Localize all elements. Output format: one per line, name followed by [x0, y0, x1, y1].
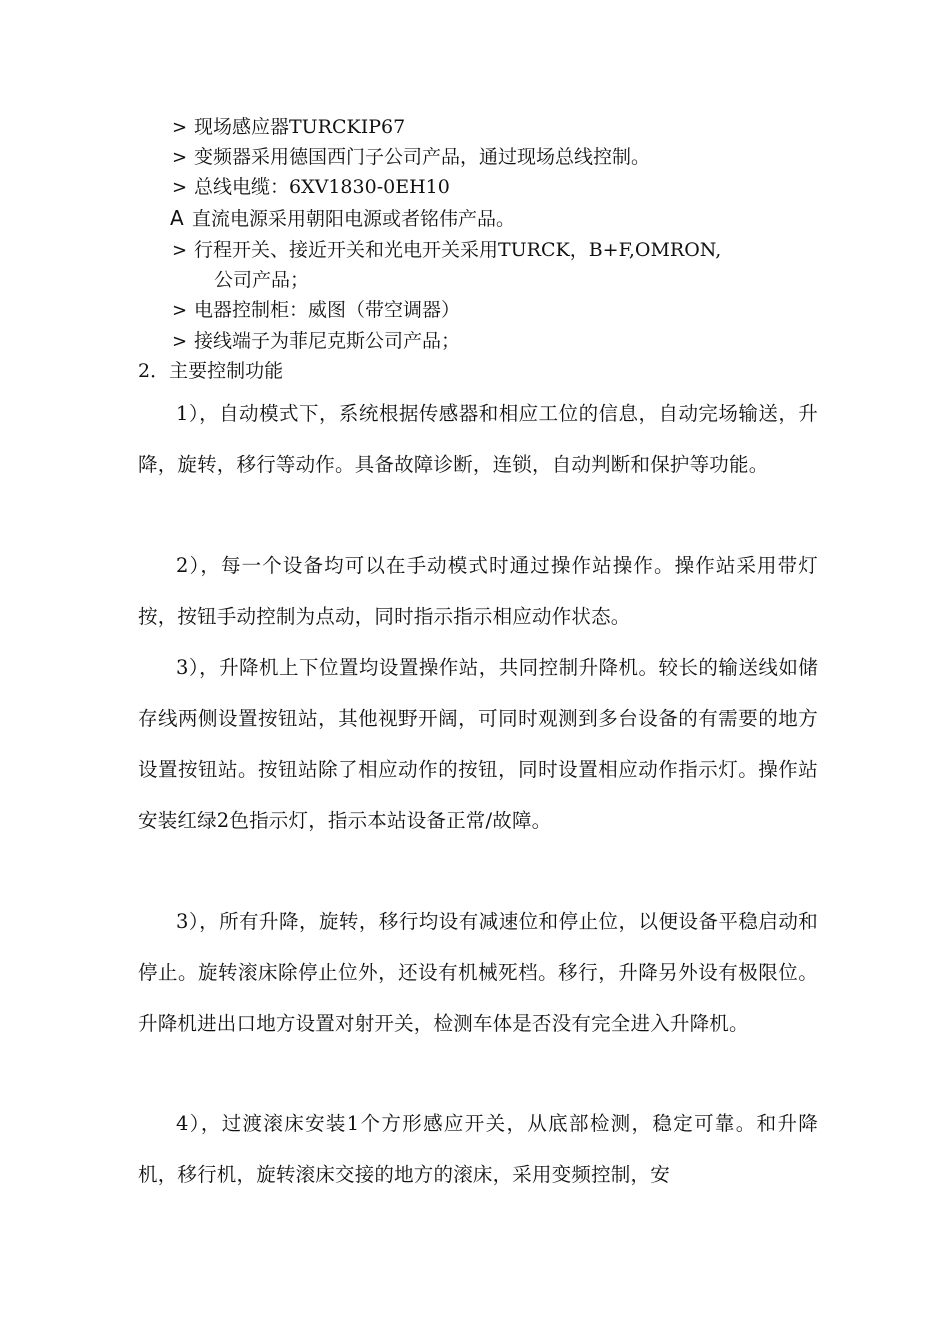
paragraph: 4），过渡滚床安装1个方形感应开关，从底部检测，稳定可靠。和升降机，移行机，旋转滚床交接的地方的滚床，采用变频控制，安 — [138, 1112, 818, 1186]
bullet-text: 变频器采用德国西门子公司产品，通过现场总线控制。 — [194, 146, 651, 168]
bullet-item — [172, 172, 450, 203]
section-heading: 2．主要控制功能 — [138, 360, 284, 382]
bullet-item — [172, 235, 721, 266]
bullet-marker: A — [170, 206, 184, 230]
bullet-item — [172, 112, 405, 143]
paragraph: 3），升降机上下位置均设置操作站，共同控制升降机。较长的输送线如储存线两侧设置按钮站，其他视野开阔，可同时观测到多台设备的有需要的地方设置按钮站。按钮站除了相应动作的按钮，同时设置相应动作指示灯。操作站安装红绿2色指示灯，指示本站设备正常/故障。 — [138, 656, 818, 832]
bullet-item — [172, 142, 650, 173]
bullet-marker: > — [172, 331, 188, 352]
bullet-marker: > — [172, 240, 188, 261]
bullet-text: 电器控制柜：威图（带空调器） — [194, 299, 461, 321]
bullet-marker: > — [172, 147, 188, 168]
bullet-text: 直流电源采用朝阳电源或者铭伟产品。 — [192, 208, 516, 230]
bullet-continuation: 公司产品； — [214, 269, 310, 291]
bullet-marker: > — [172, 177, 188, 198]
paragraph: 3），所有升降，旋转，移行均设有减速位和停止位，以便设备平稳启动和停止。旋转滚床除停止位外，还设有机械死档。移行，升降另外设有极限位。升降机进出口地方设置对射开关，检测车体是否没有完全进入升降机。 — [138, 910, 818, 1035]
bullet-text: 行程开关、接近开关和光电开关采用TURCK，B+F,OMRON, — [194, 239, 722, 261]
bullet-marker: > — [172, 117, 188, 138]
bullet-text: 现场感应器TURCKIP67 — [194, 116, 406, 138]
bullet-text: 总线电缆：6XV1830-0EH10 — [194, 176, 450, 198]
paragraph: 1），自动模式下，系统根据传感器和相应工位的信息，自动完场输送，升降，旋转，移行等动作。具备故障诊断，连锁，自动判断和保护等功能。 — [138, 402, 818, 476]
bullet-item — [172, 295, 460, 326]
bullet-item — [170, 203, 515, 234]
bullet-item — [172, 326, 460, 357]
bullet-text: 接线端子为菲尼克斯公司产品； — [194, 330, 461, 352]
paragraph: 2），每一个设备均可以在手动模式时通过操作站操作。操作站采用带灯按，按钮手动控制为点动，同时指示指示相应动作状态。 — [138, 554, 818, 628]
bullet-marker: > — [172, 300, 188, 321]
